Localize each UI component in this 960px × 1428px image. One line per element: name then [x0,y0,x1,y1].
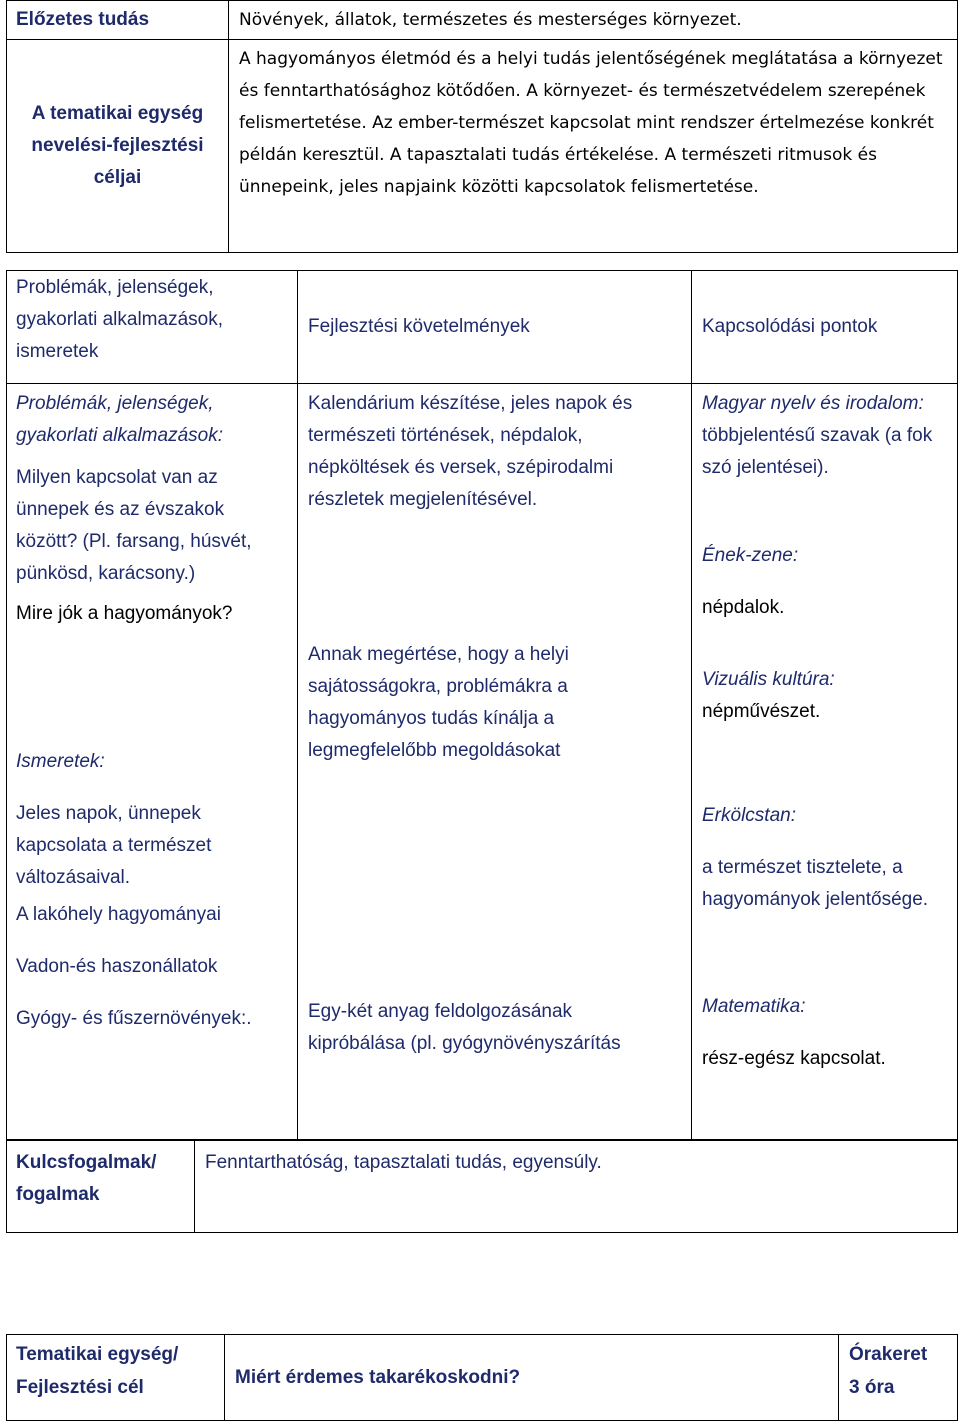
subject-music-text: népdalok. [702,597,785,618]
subject-visual-text: népművészet. [702,701,821,722]
subject-music-label: Ének-zene: [702,545,799,566]
connections-cell [692,384,958,1141]
column-header-requirements [298,271,692,384]
next-unit-label: Tematikai egység/ Fejlesztési cél [16,1344,179,1398]
subject-ethics-label: Erkölcstan: [702,805,796,826]
subject-hungarian-text: többjelentésű szavak (a fok szó jelentései). [702,425,933,478]
subject-ethics-text: a természet tisztelete, a hagyományok jelentősége. [702,857,929,910]
column-header-connections [692,271,958,384]
column-header-connections-text: Kapcsolódási pontok [702,316,878,337]
next-unit-label-cell [7,1335,225,1421]
requirement-local-knowledge: Annak megértése, hogy a helyi sajátosságokra, problémákra a hagyományos tudás kínálja a legmegfelelőbb megoldásokat [308,644,569,761]
prior-knowledge-text: Növények, állatok, természetes és mesterséges környezet. [239,10,742,30]
goals-label-cell [7,40,229,253]
unit-header-table [6,0,958,253]
goals-text-cell [229,40,958,253]
prior-knowledge-label-cell [7,1,229,40]
knowledge-item-feast-days: Jeles napok, ünnepek kapcsolata a természet változásaival. [16,803,212,888]
next-unit-hours-cell [839,1335,958,1421]
content-table [6,270,958,1141]
subject-math-label: Matematika: [702,996,806,1017]
next-unit-title-cell [225,1335,839,1421]
keywords-label-cell [7,1140,195,1233]
subject-math-text: rész-egész kapcsolat. [702,1048,886,1069]
prior-knowledge-label: Előzetes tudás [16,9,150,30]
hours-value: 3 óra [849,1377,895,1398]
subject-hungarian-label: Magyar nyelv és irodalom: [702,393,924,414]
keywords-text: Fenntarthatóság, tapasztalati tudás, egyensúly. [205,1152,602,1173]
requirements-cell [298,384,692,1141]
goals-label: A tematikai egység nevelési-fejlesztési céljai [31,103,204,188]
column-header-problems-text: Problémák, jelenségek, gyakorlati alkalmazások, ismeretek [16,277,223,362]
knowledge-item-local-traditions: A lakóhely hagyományai [16,904,221,925]
column-header-requirements-text: Fejlesztési követelmények [308,316,530,337]
knowledge-item-animals: Vadon-és haszonállatok [16,956,218,977]
prior-knowledge-text-cell [229,1,958,40]
problems-heading: Problémák, jelenségek, gyakorlati alkalmazások: [16,393,223,446]
goals-text: A hagyományos életmód és a helyi tudás jelentőségének meglátatása a környezet és fenntarthatósághoz kötődően. A környezet- és természetvédelem szerepének felismertetése. Az ember-természet kapcsolat mint rendszer értelmezése konkrét példán keresztül. A tapasztalati tudás értékelése. A természeti ritmusok és ünnepeink, jeles napjaink közötti kapcsolatok felismertetése. [239,49,943,197]
next-unit-table [6,1334,958,1421]
keywords-label: Kulcsfogalmak/ fogalmak [16,1152,157,1205]
question-seasons: Milyen kapcsolat van az ünnepek és az évszakok között? (Pl. farsang, húsvét, pünkösd, karácsony.) [16,467,252,584]
requirement-processing-trial: Egy-két anyag feldolgozásának kipróbálása (pl. gyógynövényszárítás [308,1001,621,1054]
requirement-calendar: Kalendárium készítése, jeles napok és természeti történések, népdalok, népköltések és versek, szépirodalmi részletek megjelenítésével. [308,393,633,510]
knowledge-item-herbs: Gyógy- és fűszernövények:. [16,1008,252,1029]
question-traditions: Mire jók a hagyományok? [16,603,233,624]
keywords-text-cell [195,1140,958,1233]
knowledge-heading: Ismeretek: [16,751,105,772]
column-header-problems [7,271,298,384]
hours-label: Órakeret [849,1344,928,1365]
next-unit-title: Miért érdemes takarékoskodni? [235,1366,521,1388]
problems-knowledge-cell [7,384,298,1141]
subject-visual-label: Vizuális kultúra: [702,669,835,690]
keywords-table [6,1139,958,1233]
